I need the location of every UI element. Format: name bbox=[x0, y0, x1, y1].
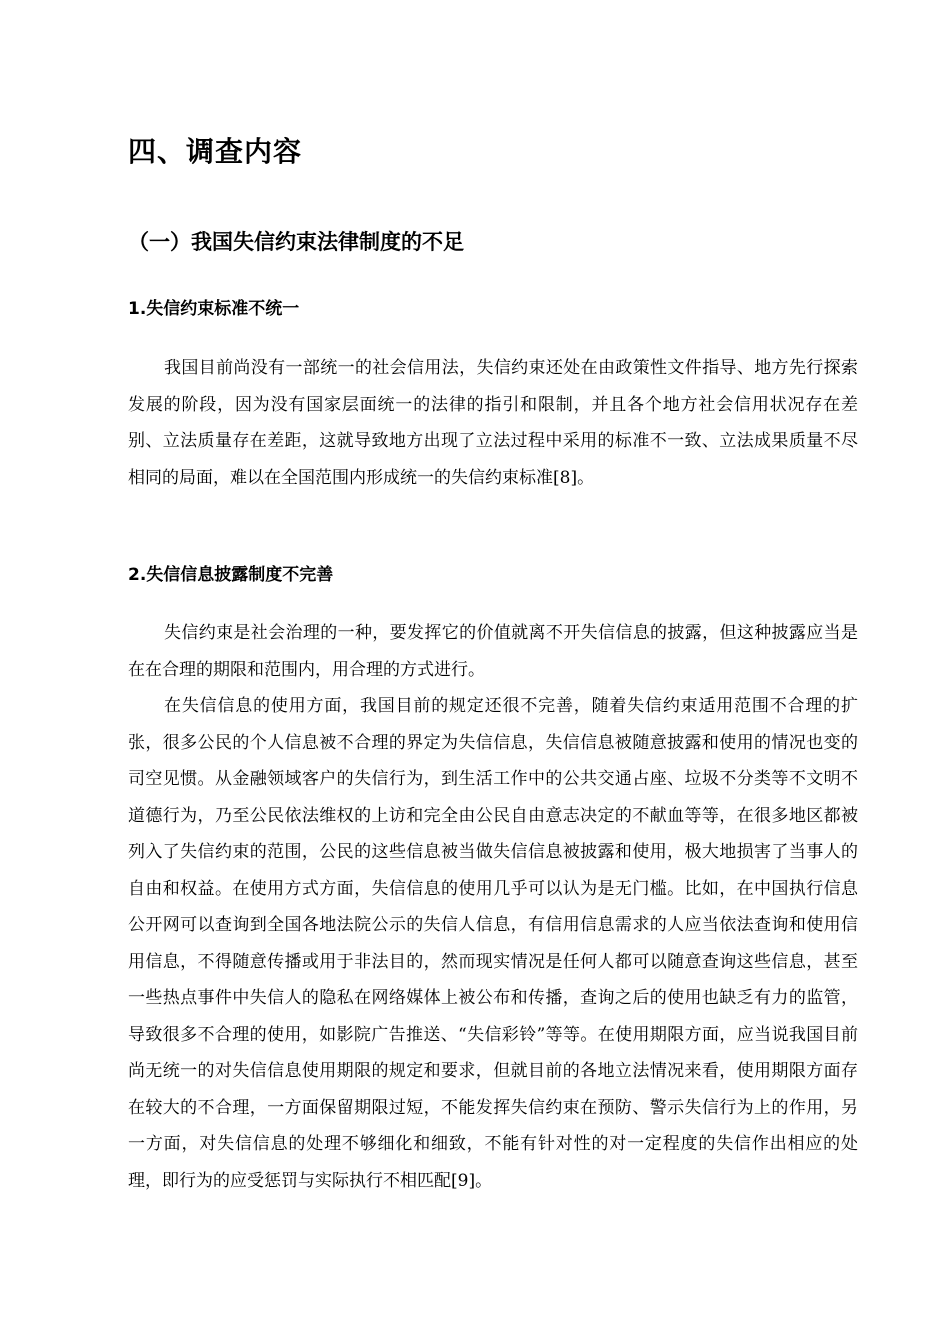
paragraph: 在失信信息的使用方面，我国目前的规定还很不完善，随着失信约束适用范围不合理的扩张，很多公民的个人信息被不合理的界定为失信信息，失信信息被随意披露和使用的情况也变的司空见惯。从金融领域客户的失信行为，到生活工作中的公共交通占座、垃圾不分类等不文明不道德行为，乃至公民依法维权的上访和完全由公民自由意志决定的不献血等等，在很多地区都被列入了失信约束的范围，公民的这些信息被当做失信信息被披露和使用，极大地损害了当事人的自由和权益。在使用方式方面，失信信息的使用几乎可以认为是无门槛。比如，在中国执行信息公开网可以查询到全国各地法院公示的失信人信息，有信用信息需求的人应当依法查询和使用信用信息，不得随意传播或用于非法目的，然而现实情况是任何人都可以随意查询这些信息，甚至一些热点事件中失信人的隐私在网络媒体上被公布和传播，查询之后的使用也缺乏有力的监管，导致很多不合理的使用，如影院广告推送、“失信彩铃”等等。在使用期限方面，应当说我国目前尚无统一的对失信信息使用期限的规定和要求，但就目前的各地立法情况来看，使用期限方面存在较大的不合理，一方面保留期限过短，不能发挥失信约束在预防、警示失信行为上的作用，另一方面，对失信信息的处理不够细化和细致，不能有针对性的对一定程度的失信作出相应的处理，即行为的应受惩罚与实际执行不相匹配[9]。 bbox=[128, 696, 858, 1191]
item-heading-1: 1.失信约束标准不统一 bbox=[128, 299, 300, 319]
item-heading-2: 2.失信信息披露制度不完善 bbox=[128, 565, 334, 585]
paragraph: 失信约束是社会治理的一种，要发挥它的价值就离不开失信信息的披露，但这种披露应当是在在合理的期限和范围内，用合理的方式进行。 bbox=[128, 623, 858, 680]
subsection-title: （一）我国失信约束法律制度的不足 bbox=[128, 230, 464, 254]
section-title: 四、调查内容 bbox=[128, 135, 303, 168]
paragraph: 我国目前尚没有一部统一的社会信用法，失信约束还处在由政策性文件指导、地方先行探索发展的阶段，因为没有国家层面统一的法律的指引和限制，并且各个地方社会信用状况存在差别、立法质量存在差距，这就导致地方出现了立法过程中采用的标准不一致、立法成果质量不尽相同的局面，难以在全国范围内形成统一的失信约束标准[8]。 bbox=[128, 358, 858, 488]
